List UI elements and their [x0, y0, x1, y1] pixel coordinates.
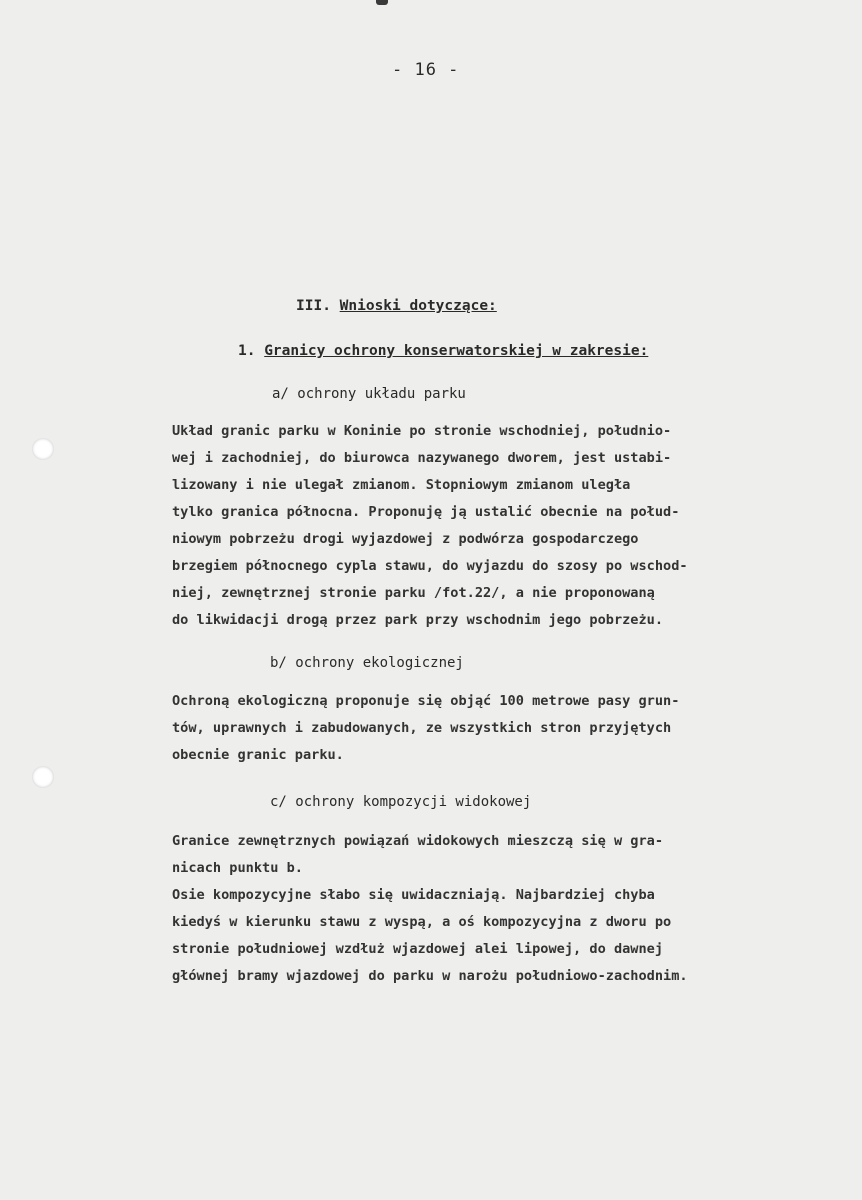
section-c-paragraph: [172, 828, 688, 990]
subsection-heading-title: Granicy ochrony konserwatorskiej w zakresie:: [264, 343, 649, 359]
paragraph-line: Osie kompozycyjne słabo się uwidaczniają. Najbardziej chyba: [172, 887, 655, 903]
paragraph-line: brzegiem północnego cypla stawu, do wyjazdu do szosy po wschod-: [172, 558, 688, 574]
subsection-heading-number: 1.: [238, 343, 265, 359]
paragraph-line: Granice zewnętrznych powiązań widokowych mieszczą się w gra-: [172, 833, 664, 849]
paragraph-line: nicach punktu b.: [172, 860, 303, 876]
paragraph-line: wej i zachodniej, do biurowca nazywanego dworem, jest ustabi-: [172, 450, 672, 466]
section-heading-title: Wnioski dotyczące:: [339, 298, 497, 314]
page-number: - 16 -: [392, 60, 460, 80]
paragraph-line: tów, uprawnych i zabudowanych, ze wszystkich stron przyjętych: [172, 720, 672, 736]
paragraph-line: stronie południowej wzdłuż wjazdowej alei lipowej, do dawnej: [172, 941, 664, 957]
section-b-title: b/ ochrony ekologicznej: [270, 655, 464, 671]
punch-hole-upper: [32, 438, 54, 460]
section-a-paragraph: [172, 418, 688, 634]
paragraph-line: Ochroną ekologiczną proponuje się objąć 100 metrowe pasy grun-: [172, 693, 680, 709]
paragraph-line: kiedyś w kierunku stawu z wyspą, a oś kompozycyjna z dworu po: [172, 914, 672, 930]
paragraph-line: do likwidacji drogą przez park przy wschodnim jego pobrzeżu.: [172, 612, 664, 628]
paragraph-line: tylko granica północna. Proponuję ją ustalić obecnie na połud-: [172, 504, 680, 520]
section-heading: [296, 298, 497, 314]
punch-hole-lower: [32, 766, 54, 788]
paragraph-line: niej, zewnętrznej stronie parku /fot.22/, a nie proponowaną: [172, 585, 655, 601]
staple-mark: [376, 0, 388, 5]
section-c-title: c/ ochrony kompozycji widokowej: [270, 794, 532, 810]
paragraph-line: niowym pobrzeżu drogi wyjazdowej z podwórza gospodarczego: [172, 531, 639, 547]
subsection-heading: [238, 343, 648, 359]
paragraph-line: obecnie granic parku.: [172, 747, 344, 763]
section-heading-number: III.: [296, 298, 340, 314]
section-b-paragraph: [172, 688, 679, 769]
paragraph-line: głównej bramy wjazdowej do parku w narożu południowo-zachodnim.: [172, 968, 688, 984]
section-a-title: a/ ochrony układu parku: [272, 386, 466, 402]
paragraph-line: Układ granic parku w Koninie po stronie wschodniej, południo-: [172, 423, 672, 439]
paragraph-line: lizowany i nie ulegał zmianom. Stopniowym zmianom uległa: [172, 477, 631, 493]
